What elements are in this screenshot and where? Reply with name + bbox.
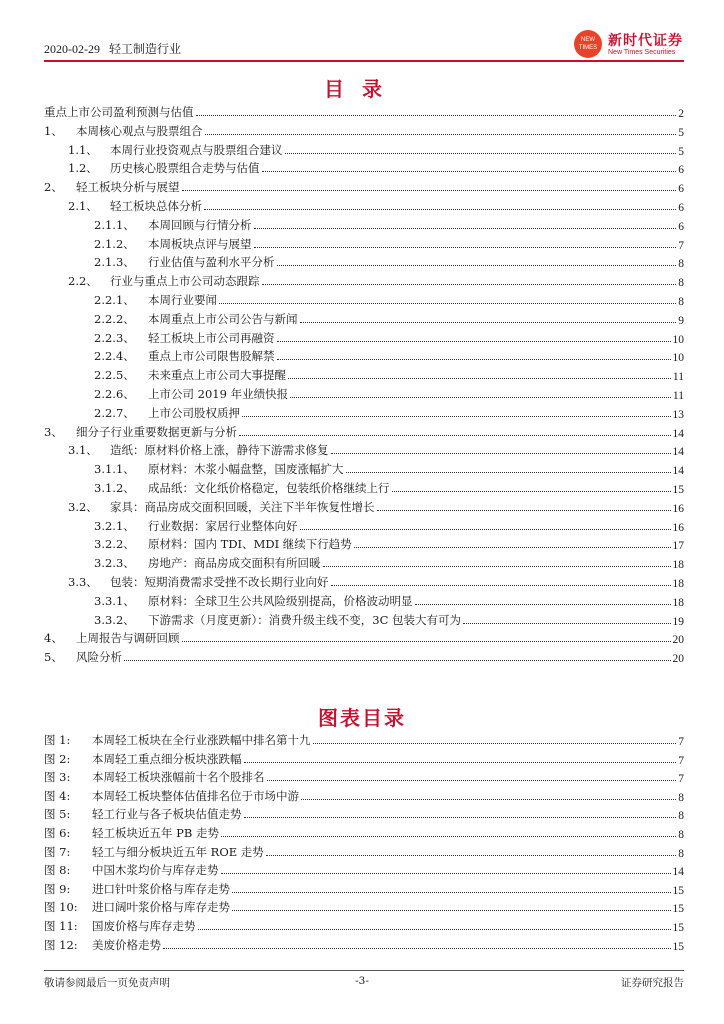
toc-entry-label: 原材料：国内 TDI、MDI 继续下行趋势 <box>148 537 352 552</box>
figure-entry-number: 图 7: <box>44 844 71 859</box>
toc-entry-row[interactable] <box>68 271 684 289</box>
toc-entry-label: 重点上市公司限售股解禁 <box>148 349 275 364</box>
toc-entry-number: 2.1.1、 <box>94 217 135 232</box>
figure-entry-row[interactable] <box>44 749 684 767</box>
toc-entry-page-number: 16 <box>672 502 684 515</box>
dot-leader <box>323 566 671 567</box>
figure-entry-label: 本周轻工板块在全行业涨跌幅中排名第十九 <box>92 733 311 747</box>
figure-entry-number: 图 1: <box>44 733 71 747</box>
toc-entry-page-number: 8 <box>678 296 684 308</box>
dot-leader <box>331 453 671 454</box>
toc-entry-row[interactable] <box>68 158 684 176</box>
toc-entry-row[interactable] <box>68 572 684 590</box>
toc-entry-label: 造纸：原材料价格上涨，静待下游需求修复 <box>110 443 329 458</box>
toc-entry-page-number: 2 <box>678 108 684 120</box>
dot-leader <box>266 855 676 856</box>
toc-entry-row[interactable] <box>68 196 684 214</box>
toc-entry-number: 2.1.3、 <box>94 255 135 270</box>
dot-leader <box>196 115 677 116</box>
dot-leader <box>300 322 677 323</box>
figure-entry-row[interactable] <box>44 786 684 804</box>
toc-entry-number: 3.1.1、 <box>94 462 135 477</box>
footer-rule <box>44 970 684 971</box>
dot-leader <box>354 547 671 548</box>
figure-entry-row[interactable] <box>44 879 684 897</box>
dot-leader <box>267 780 677 781</box>
figure-entry-page-number: 14 <box>672 866 684 879</box>
figure-entry-page-number: 15 <box>672 903 684 916</box>
toc-entry-row[interactable] <box>68 497 684 515</box>
toc-entry-number: 2.2.6、 <box>94 387 135 401</box>
figure-entry-label: 中国木浆均价与库存走势 <box>92 863 219 878</box>
toc-entry-page-number: 6 <box>678 202 684 214</box>
toc-entry-number: 2.1、 <box>68 199 98 213</box>
toc-entry-page-number: 8 <box>678 277 684 290</box>
toc-entry-page-number: 17 <box>672 540 684 553</box>
toc-entry-page-number: 11 <box>672 371 684 384</box>
toc-entry-label: 下游需求（月度更新）：消费升级主线不变，3C 包装大有可为 <box>148 612 462 627</box>
figure-entry-number: 图 5: <box>44 807 71 822</box>
toc-entry-number: 2.2、 <box>68 274 98 289</box>
toc-entry-label: 轻工板块分析与展望 <box>76 180 180 195</box>
figure-entry-label: 本周轻工重点细分板块涨跌幅 <box>92 751 242 766</box>
figure-entry-number: 图 8: <box>44 863 71 878</box>
dot-leader <box>244 762 677 763</box>
toc-entry-row[interactable] <box>94 215 684 233</box>
toc-entry-row[interactable] <box>94 252 684 270</box>
figure-entry-number: 图 10: <box>44 900 78 915</box>
figure-entry-page-number: 8 <box>678 810 684 823</box>
toc-entry-label: 本周行业投资观点与股票组合建议 <box>110 142 283 157</box>
logo-mark-icon: NEW TIMES <box>574 30 602 58</box>
toc-entry-row[interactable] <box>94 384 684 402</box>
figure-entry-number: 图 6: <box>44 826 71 840</box>
figure-entry-label: 轻工行业与各子板块估值走势 <box>92 807 242 822</box>
toc-entry-row[interactable] <box>68 140 684 158</box>
toc-entry-page-number: 8 <box>678 258 684 271</box>
toc-entry-label: 上市公司股权质押 <box>148 405 240 420</box>
dot-leader <box>392 491 671 492</box>
toc-entry-number: 2.2.1、 <box>94 293 135 307</box>
toc-entry-page-number: 6 <box>678 220 684 233</box>
dot-leader <box>124 660 671 661</box>
toc-entry-page-number: 5 <box>678 126 684 139</box>
toc-entry-label: 本周重点上市公司公告与新闻 <box>148 311 298 326</box>
toc-entry-number: 3、 <box>44 424 63 439</box>
toc-title: 目录 <box>324 77 400 101</box>
dot-leader <box>221 836 676 837</box>
header-rule <box>44 60 684 62</box>
toc-entry-label: 行业与重点上市公司动态跟踪 <box>110 274 260 289</box>
toc-entry-label: 原材料：木浆小幅盘整，国废涨幅扩大 <box>148 462 344 477</box>
toc-entry-page-number: 5 <box>678 145 684 158</box>
dot-leader <box>244 817 677 818</box>
toc-entry-page-number: 14 <box>672 465 684 478</box>
dot-leader <box>232 892 671 893</box>
toc-entry-number: 4、 <box>44 631 63 646</box>
toc-entry-number: 3.2、 <box>68 499 98 514</box>
toc-entry-number: 5、 <box>44 650 63 665</box>
figure-entry-number: 图 12: <box>44 937 78 952</box>
figure-entry-page-number: 8 <box>678 829 684 841</box>
toc-entry-page-number: 10 <box>672 333 684 346</box>
toc-entry-page-number: 6 <box>678 164 684 177</box>
toc-entry-label: 本周行业要闻 <box>148 293 217 307</box>
figure-entry-row[interactable] <box>44 730 684 748</box>
dot-leader <box>205 134 677 135</box>
figure-entry-label: 进口阔叶浆价格与库存走势 <box>92 900 230 915</box>
toc-entry-number: 1.2、 <box>68 161 98 176</box>
figure-entry-number: 图 2: <box>44 751 71 766</box>
toc-entry-number: 3.1、 <box>68 443 98 458</box>
toc-entry-label: 房地产：商品房成交面积有所回暖 <box>148 556 321 571</box>
figure-entry-page-number: 7 <box>678 736 684 748</box>
toc-entry-number: 3.2.3、 <box>94 556 135 571</box>
dot-leader <box>204 209 676 210</box>
figure-entry-row[interactable] <box>44 916 684 934</box>
toc-entry-row[interactable] <box>44 628 684 646</box>
toc-entry-row[interactable] <box>68 440 684 458</box>
toc-entry-label: 成品纸：文化纸价格稳定，包装纸价格继续上行 <box>148 481 390 495</box>
figure-entry-number: 图 4: <box>44 788 71 803</box>
toc-entry-page-number: 10 <box>672 352 684 365</box>
toc-entry-row[interactable] <box>94 610 684 628</box>
toc-entry-row[interactable] <box>94 403 684 421</box>
figure-entry-label: 轻工与细分板块近五年 ROE 走势 <box>92 844 264 859</box>
figure-entry-number: 图 3: <box>44 770 71 785</box>
toc-entry-label: 未来重点上市公司大事提醒 <box>148 368 286 383</box>
toc-entry-label: 上市公司 2019 年业绩快报 <box>148 387 289 401</box>
dot-leader <box>290 397 671 398</box>
figure-entry-page-number: 15 <box>672 940 684 953</box>
dot-leader <box>377 510 671 511</box>
toc-entry-number: 3.2.2、 <box>94 537 135 552</box>
page-header <box>44 40 181 57</box>
figure-entry-row[interactable] <box>44 860 684 878</box>
toc-entry-number: 1、 <box>44 123 63 138</box>
toc-entry-number: 2.1.2、 <box>94 236 135 251</box>
figure-list-title: 图表目录 <box>318 706 406 730</box>
toc-entry-number: 3.2.1、 <box>94 518 135 533</box>
toc-entry-page-number: 18 <box>672 596 684 609</box>
dot-leader <box>463 623 670 624</box>
toc-entry-page-number: 18 <box>672 559 684 572</box>
figure-entry-label: 本周轻工板块涨幅前十名个股排名 <box>92 770 265 785</box>
toc-entry-page-number: 15 <box>672 484 684 496</box>
figure-entry-label: 轻工板块近五年 PB 走势 <box>92 826 219 840</box>
toc-entry-number: 2.2.5、 <box>94 368 135 383</box>
dot-leader <box>277 341 671 342</box>
toc-entry-page-number: 14 <box>672 427 684 440</box>
toc-entry-label: 行业数据：家居行业整体向好 <box>148 518 298 533</box>
dot-leader <box>182 641 671 642</box>
toc-entry-label: 家具：商品房成交面积回暖，关注下半年恢复性增长 <box>110 499 375 514</box>
toc-entry-label: 轻工板块上市公司再融资 <box>148 330 275 345</box>
toc-entry-row[interactable] <box>94 328 684 346</box>
dot-leader <box>262 171 677 172</box>
logo-cn-name: 新时代证券 <box>608 33 683 49</box>
figure-entry-label: 国废价格与库存走势 <box>92 919 196 933</box>
figure-entry-row[interactable] <box>44 823 684 841</box>
toc-entry-row[interactable] <box>94 591 684 609</box>
toc-entry-label: 本周核心观点与股票组合 <box>76 123 203 138</box>
toc-entry-row[interactable] <box>44 121 684 139</box>
toc-entry-row[interactable] <box>94 459 684 477</box>
toc-entry-row[interactable] <box>44 177 684 195</box>
dot-leader <box>277 265 677 266</box>
toc-entry-label: 轻工板块总体分析 <box>110 199 202 213</box>
toc-entry-number: 3.3、 <box>68 575 98 589</box>
figure-entry-page-number: 8 <box>678 847 684 860</box>
toc-entry-row[interactable] <box>94 234 684 252</box>
dot-leader <box>301 799 676 800</box>
dot-leader <box>239 435 671 436</box>
dot-leader <box>182 190 677 191</box>
dot-leader <box>221 873 671 874</box>
toc-entry-label: 细分子行业重要数据更新与分析 <box>76 424 237 439</box>
footer-disclaimer: 敬请参阅最后一页免责声明 <box>44 977 170 989</box>
footer-page-number: -3- <box>355 975 369 987</box>
toc-entry-number: 3.3.2、 <box>94 612 135 627</box>
footer-report-type: 证券研究报告 <box>621 977 684 989</box>
dot-leader <box>331 585 671 586</box>
toc-entry-number: 3.1.2、 <box>94 481 135 495</box>
dot-leader <box>198 929 671 930</box>
toc-entry-row[interactable] <box>94 365 684 383</box>
figure-entry-label: 本周轻工板块整体估值排名位于市场中游 <box>92 788 299 803</box>
toc-entry-label: 包装：短期消费需求受挫不改长期行业向好 <box>110 575 329 589</box>
toc-entry-number: 2、 <box>44 180 63 195</box>
figure-entry-number: 图 11: <box>44 919 78 933</box>
toc-entry-row[interactable] <box>44 422 684 440</box>
dot-leader <box>242 416 671 417</box>
toc-entry-row[interactable] <box>94 478 684 496</box>
toc-entry-number: 3.3.1、 <box>94 593 135 608</box>
company-logo <box>574 28 694 60</box>
toc-entry-number: 2.2.4、 <box>94 349 135 364</box>
toc-entry-page-number: 18 <box>672 578 684 590</box>
dot-leader <box>288 378 671 379</box>
dot-leader <box>313 743 677 744</box>
toc-entry-label: 风险分析 <box>76 650 122 665</box>
toc-entry-page-number: 6 <box>678 183 684 196</box>
figure-entry-label: 美废价格走势 <box>92 937 161 952</box>
industry-label: 轻工制造行业 <box>109 42 182 56</box>
figure-entry-page-number: 7 <box>678 773 684 786</box>
dot-leader <box>262 284 677 285</box>
dot-leader <box>254 228 677 229</box>
figure-entry-number: 图 9: <box>44 881 71 896</box>
toc-entry-page-number: 16 <box>672 521 684 534</box>
logo-en-name: New Times Securities <box>608 49 676 56</box>
toc-entry-page-number: 13 <box>672 408 684 421</box>
dot-leader <box>163 948 671 949</box>
toc-entry-page-number: 9 <box>678 314 684 327</box>
toc-entry-label: 行业估值与盈利水平分析 <box>148 255 275 270</box>
toc-entry-row[interactable] <box>94 534 684 552</box>
toc-entry-number: 2.2.7、 <box>94 405 135 420</box>
report-date: 2020-02-29 <box>44 42 100 56</box>
dot-leader <box>232 910 671 911</box>
figure-entry-page-number: 7 <box>678 754 684 767</box>
dot-leader <box>346 472 671 473</box>
dot-leader <box>219 303 676 304</box>
figure-entry-page-number: 8 <box>678 791 684 804</box>
toc-entry-page-number: 20 <box>672 634 684 647</box>
toc-entry-row[interactable] <box>44 647 684 665</box>
toc-entry-row[interactable] <box>44 102 684 120</box>
figure-entry-row[interactable] <box>44 935 684 953</box>
toc-entry-page-number: 14 <box>672 446 684 459</box>
toc-entry-page-number: 19 <box>672 615 684 628</box>
toc-entry-row[interactable] <box>94 290 684 308</box>
toc-entry-label: 历史核心股票组合走势与估值 <box>110 161 260 176</box>
dot-leader <box>277 359 671 360</box>
toc-entry-label: 原材料：全球卫生公共风险级别提高，价格波动明显 <box>148 593 413 608</box>
toc-entry-label: 本周板块点评与展望 <box>148 236 252 251</box>
dot-leader <box>254 247 677 248</box>
dot-leader <box>415 604 671 605</box>
toc-entry-page-number: 20 <box>672 653 684 666</box>
toc-entry-label: 重点上市公司盈利预测与估值 <box>44 105 194 119</box>
toc-entry-number: 1.1、 <box>68 142 98 157</box>
toc-entry-row[interactable] <box>94 346 684 364</box>
figure-entry-row[interactable] <box>44 804 684 822</box>
toc-entry-row[interactable] <box>94 516 684 534</box>
figure-entry-page-number: 15 <box>672 884 684 897</box>
toc-entry-row[interactable] <box>94 309 684 327</box>
toc-entry-number: 2.2.2、 <box>94 311 135 326</box>
toc-entry-label: 上周报告与调研回顾 <box>76 631 180 646</box>
figure-entry-label: 进口针叶浆价格与库存走势 <box>92 881 230 896</box>
toc-entry-number: 2.2.3、 <box>94 330 135 345</box>
toc-entry-page-number: 11 <box>672 390 684 402</box>
toc-entry-page-number: 7 <box>678 239 684 252</box>
figure-entry-row[interactable] <box>44 842 684 860</box>
figure-entry-row[interactable] <box>44 767 684 785</box>
toc-entry-row[interactable] <box>94 553 684 571</box>
figure-entry-page-number: 15 <box>672 922 684 934</box>
dot-leader <box>285 153 677 154</box>
toc-entry-label: 本周回顾与行情分析 <box>148 217 252 232</box>
figure-entry-row[interactable] <box>44 897 684 915</box>
dot-leader <box>300 529 671 530</box>
